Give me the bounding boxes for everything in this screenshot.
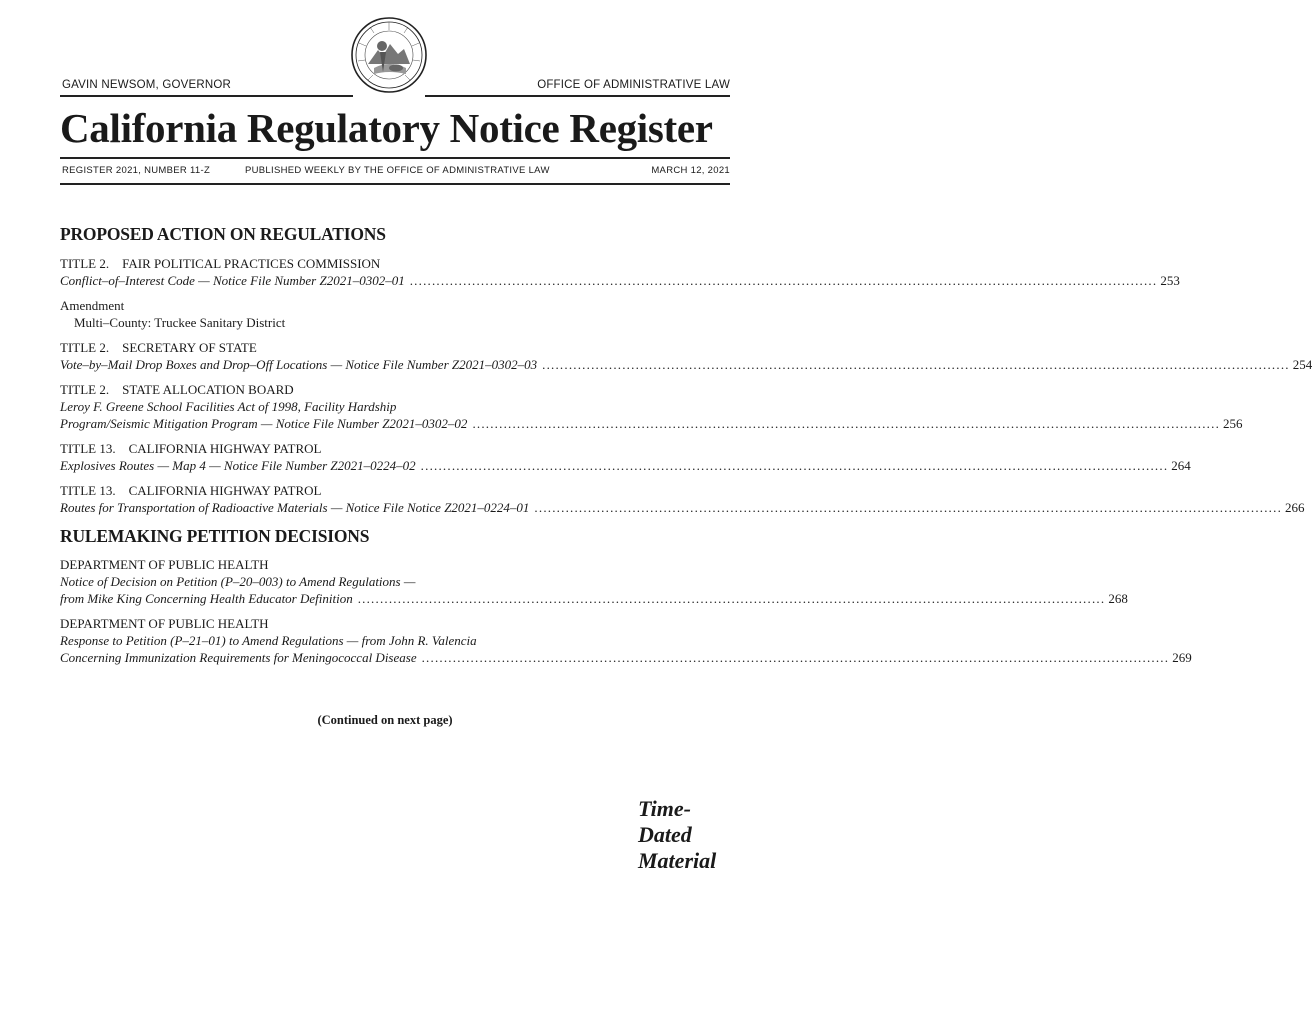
entry-description: from Mike King Concerning Health Educator Definition (60, 591, 353, 606)
amendment-label: Amendment (60, 298, 125, 313)
entry-description: Response to Petition (P–21–01) to Amend Regulations — from John R. Valencia (60, 633, 477, 648)
page-number: 264 (1171, 458, 1191, 473)
entry-description: Vote–by–Mail Drop Boxes and Drop–Off Locations — Notice File Number Z2021–0302–03 (60, 357, 538, 372)
section-heading-proposed: PROPOSED ACTION ON REGULATIONS (60, 224, 386, 244)
entry-title: TITLE 2. FAIR POLITICAL PRACTICES COMMISSION (60, 256, 381, 271)
entry-title: TITLE 13. CALIFORNIA HIGHWAY PATROL (60, 483, 322, 498)
published-note: PUBLISHED WEEKLY BY THE OFFICE OF ADMINISTRATIVE LAW (245, 165, 550, 176)
dot-leader: ........................................................................................................................................................................ (542, 357, 1290, 372)
entry-title: TITLE 2. SECRETARY OF STATE (60, 340, 257, 355)
toc-entry[interactable] (60, 440, 1191, 474)
entry-title: TITLE 13. CALIFORNIA HIGHWAY PATROL (60, 441, 322, 456)
time-dated-line: Time- (638, 796, 691, 821)
entry-title: DEPARTMENT OF PUBLIC HEALTH (60, 557, 269, 572)
entry-description: Concerning Immunization Requirements for Meningococcal Disease (60, 650, 417, 665)
entry-description: Program/Seismic Mitigation Program — Notice File Number Z2021–0302–02 (60, 416, 468, 431)
dot-leader: ........................................................................................................................................................................ (472, 416, 1221, 431)
table-of-contents (60, 224, 1312, 674)
page-number: 269 (1172, 650, 1192, 665)
header-rule-left (60, 95, 353, 97)
office-name: OFFICE OF ADMINISTRATIVE LAW (537, 79, 730, 91)
amendment-detail: Multi–County: Truckee Sanitary District (74, 315, 286, 330)
dot-leader: ........................................................................................................................................................................ (409, 273, 1158, 288)
header-rule-right (425, 95, 730, 97)
entry-title: TITLE 2. STATE ALLOCATION BOARD (60, 382, 294, 397)
dot-leader: ........................................................................................................................................................................ (420, 458, 1169, 473)
governor-name: GAVIN NEWSOM, GOVERNOR (62, 79, 232, 91)
continued-note: (Continued on next page) (317, 713, 453, 727)
page-number: 256 (1223, 416, 1243, 431)
dot-leader: ........................................................................................................................................................................ (534, 500, 1283, 515)
toc-entry[interactable] (60, 339, 1312, 373)
section-heading-petitions: RULEMAKING PETITION DECISIONS (60, 526, 370, 546)
toc-entry[interactable] (60, 556, 1128, 607)
entry-description: Routes for Transportation of Radioactive Materials — Notice File Notice Z2021–0224–01 (60, 500, 530, 515)
toc-entry[interactable] (60, 381, 1243, 432)
toc-entry[interactable] (60, 482, 1305, 516)
entry-description: Conflict–of–Interest Code — Notice File Number Z2021–0302–01 (60, 273, 405, 288)
page-number: 268 (1108, 591, 1128, 606)
register-number: REGISTER 2021, NUMBER 11-Z (62, 165, 211, 176)
state-seal-icon (350, 16, 428, 94)
masthead-rule-bottom (60, 183, 730, 185)
page-number: 266 (1285, 500, 1305, 515)
page-number: 253 (1160, 273, 1180, 288)
amendment-block (60, 297, 730, 331)
toc-entry[interactable] (60, 255, 1180, 289)
publication-title: California Regulatory Notice Register (60, 105, 713, 151)
issue-date: MARCH 12, 2021 (651, 165, 730, 176)
toc-entry[interactable] (60, 615, 1192, 666)
time-dated-line: Material (638, 848, 717, 873)
entry-title: DEPARTMENT OF PUBLIC HEALTH (60, 616, 269, 631)
entry-description: Notice of Decision on Petition (P–20–003) to Amend Regulations — (60, 574, 416, 589)
masthead-rule-top (60, 157, 730, 159)
page-number: 254 (1292, 357, 1312, 372)
dot-leader: ........................................................................................................................................................................ (421, 650, 1170, 665)
time-dated-line: Dated (638, 822, 692, 847)
dot-leader: ........................................................................................................................................................................ (357, 591, 1106, 606)
entry-description: Explosives Routes — Map 4 — Notice File Number Z2021–0224–02 (60, 458, 416, 473)
time-dated-stamp (638, 796, 716, 874)
entry-description: Leroy F. Greene School Facilities Act of 1998, Facility Hardship (60, 399, 397, 414)
